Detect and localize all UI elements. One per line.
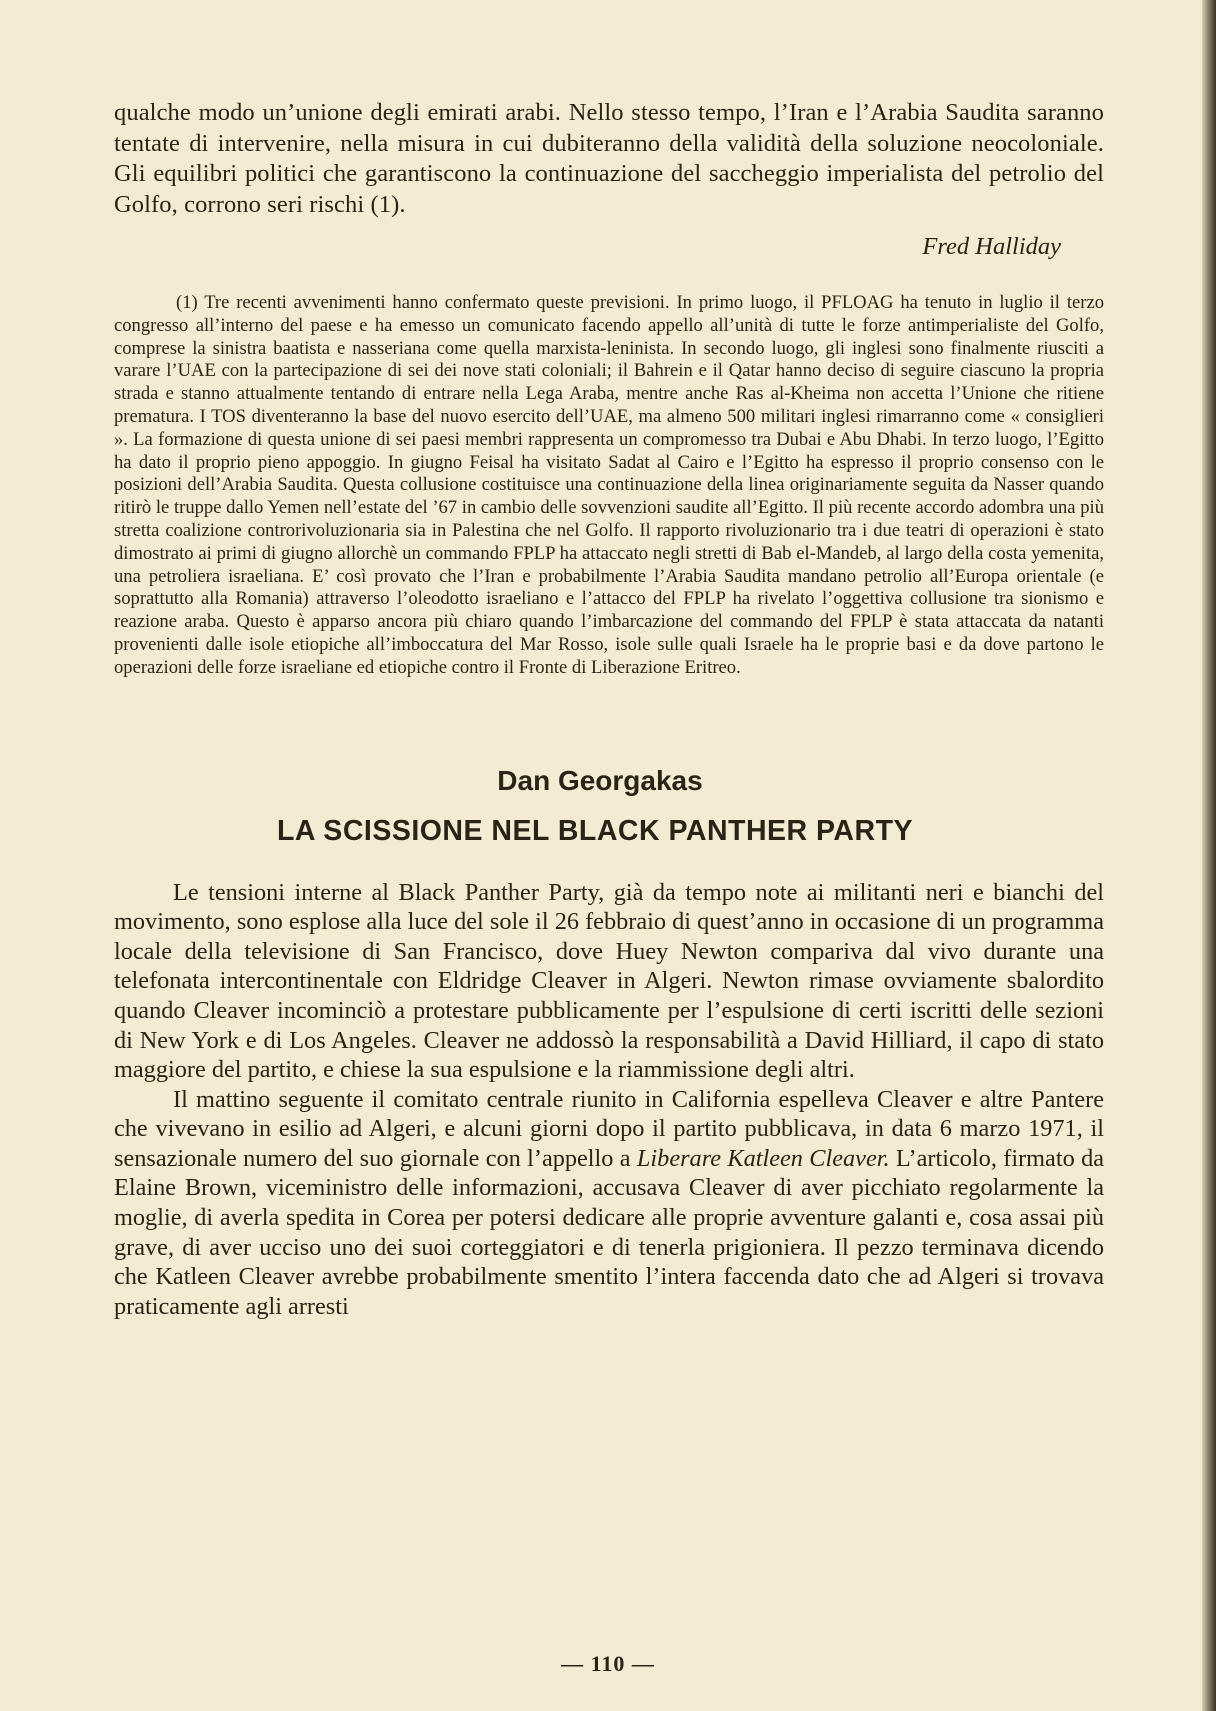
- article-paragraph-2: [114, 1085, 1104, 1322]
- article-paragraph-1: Le tensioni interne al Black Panther Party, già da tempo note ai militanti neri e bianchi del movimento, sono esplose alla luce del sole il 26 febbraio di quest’anno in occasione di un programma locale della televisione di San Francisco, dove Huey Newton compariva dal vivo durante una telefonata intercontinentale con Eldridge Cleaver in Algeri. Newton rimase ovviamente sbalordito quando Cleaver incominciò a protestare pubblicamente per l’espulsione di certi iscritti delle sezioni di New York e di Los Angeles. Cleaver ne addossò la responsabilità a David Hilliard, il capo di stato maggiore del partito, e chiese la sua espulsione e la riammissione degli altri.: [114, 878, 1104, 1084]
- page-number: — 110 —: [561, 1651, 655, 1676]
- paragraph-2-start: Il mattino seguente il comitato centrale riunito in California espelleva Cleaver e altre Pantere che vivevano in esilio ad Algeri, e alcuni giorni dopo il partito pubblicava, in data 6 marzo 1971, il sensazionale numero del suo giornale con l’appello a: [114, 1085, 1104, 1172]
- article-title: LA SCISSIONE NEL BLACK PANTHER PARTY: [276, 814, 914, 847]
- paragraph-2-end: L’articolo, firmato da Elaine Brown, viceministro delle informazioni, accusava Cleaver di aver picchiato regolarmente la moglie, di averla spedita in Corea per potersi dedicare alle proprie avventure galanti e, cosa assai più grave, di aver ucciso uno dei suoi corteggiatori e di tenerla prigioniera. Il pezzo terminava dicendo che Katleen Cleaver avrebbe probabilmente smentito l’intera faccenda dato che ad Algeri si trovava praticamente agli arresti: [114, 1144, 1104, 1320]
- article-body: [114, 878, 1104, 1322]
- page-edge-shadow: [1202, 0, 1216, 1711]
- signature: Fred Halliday: [922, 233, 1061, 260]
- footnote-text: (1) Tre recenti avvenimenti hanno confermato queste previsioni. In primo luogo, il PFLOAG ha tenuto in luglio il terzo congresso all’interno del paese e ha emesso un comunicato facendo appello all’unità di tutte le forze antimperialiste del Golfo, comprese la sinistra baatista e nasseriana come quella marxista-leninista. In secondo luogo, gli inglesi sono finalmente riusciti a varare l’UAE con la partecipazione di sei dei nove stati coloniali; il Bahrein e il Qatar hanno deciso di seguire ciascuno la propria strada e stanno attualmente tentando di entrare nella Lega Araba, mentre anche Ras al-Kheima non accetta l’Unione che ritiene prematura. I TOS diventeranno la base del nuovo esercito dell’UAE, ma almeno 500 militari inglesi rimarranno come « consiglieri ». La formazione di questa unione di sei paesi membri rappresenta un compromesso tra Dubai e Abu Dhabi. In terzo luogo, l’Egitto ha dato il proprio pieno appoggio. In giugno Feisal ha visitato Sadat al Cairo e l’Egitto ha espresso il proprio consenso con le posizioni dell’Arabia Saudita. Questa collusione costituisce una continuazione della linea originariamente seguita da Nasser quando ritirò le truppe dallo Yemen nell’estate del ’67 in cambio delle sovvenzioni saudite all’Egitto. Il più recente accordo adombra una più stretta coalizione controrivoluzionaria sia in Palestina che nel Golfo. Il rapporto rivoluzionario tra i due teatri di operazioni è stato dimostrato ai primi di giugno allorchè un commando FPLP ha attaccato negli stretti di Bab el-Mandeb, al largo della costa yemenita, una petroliera israeliana. E’ così provato che l’Iran e probabilmente l’Arabia Saudita mandano petrolio all’Europa orientale (e soprattutto alla Romania) attraverso l’oleodotto israeliano e l’attacco del FPLP ha rivelato l’oggettiva collusione tra sionismo e reazione araba. Questo è apparso ancora più chiaro quando l’imbarcazione del commando del FPLP è stata attaccata da natanti provenienti dalle isole etiopiche all’imboccatura del Mar Rosso, isole sulle quali Israele ha le proprie basi e da dove partono le operazioni delle forze israeliane ed etiopiche contro il Fronte di Liberazione Eritreo.: [114, 292, 1104, 678]
- intro-paragraph: qualche modo un’unione degli emirati arabi. Nello stesso tempo, l’Iran e l’Arabia Saudita saranno tentate di intervenire, nella misura in cui dubiteranno della validità della soluzione neocoloniale. Gli equilibri politici che garantiscono la continuazione del saccheggio imperialista del petrolio del Golfo, corrono seri rischi (1).: [114, 99, 1104, 218]
- footnote: [114, 292, 1104, 680]
- article-author: Dan Georgakas: [497, 764, 703, 796]
- page-content: [114, 98, 1104, 1321]
- paragraph-2-italic-title: Liberare Katleen Cleaver.: [636, 1144, 890, 1172]
